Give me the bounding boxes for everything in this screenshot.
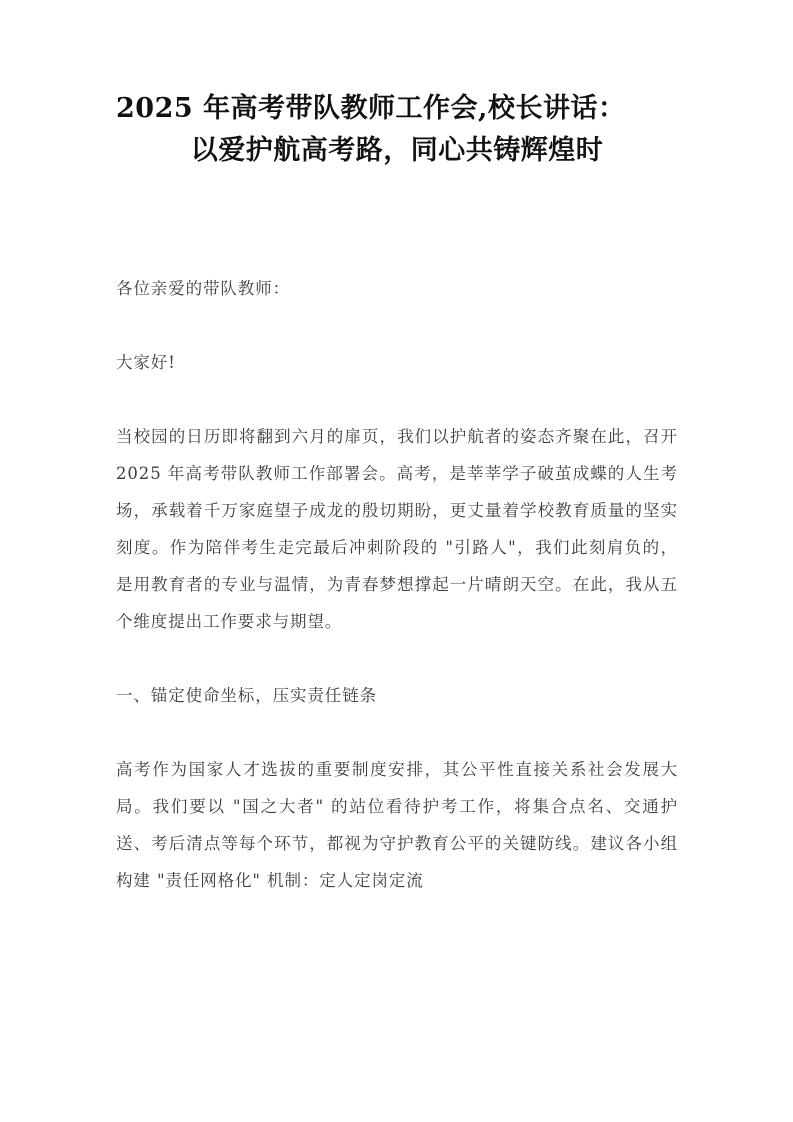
document-content bbox=[116, 0, 678, 916]
page-title bbox=[116, 0, 678, 172]
page-title-line-2: 以爱护航高考路，同心共铸辉煌时 bbox=[190, 135, 604, 166]
salutation: 各位亲爱的带队教师： bbox=[116, 279, 290, 298]
greeting: 大家好! bbox=[116, 353, 176, 372]
section-1-paragraph: 高考作为国家人才选拔的重要制度安排，其公平性直接关系社会发展大局。我们要以 "国之大者" 的站位看待护考工作，将集合点名、交通护送、考后清点等每个环节，都视为守护教育公平的关键防线。建议各小组构建 "责任网格化" 机制：定人定岗定流 bbox=[116, 760, 678, 890]
section-heading-1: 一、锚定使命坐标，压实责任链条 bbox=[116, 686, 377, 705]
page-title-line-1: 2025 年高考带队教师工作会,校长讲话： bbox=[116, 93, 626, 124]
intro-paragraph: 当校园的日历即将翻到六月的扉页，我们以护航者的姿态齐聚在此，召开 2025 年高考带队教师工作部署会。高考，是莘莘学子破茧成蝶的人生考场，承载着千万家庭望子成龙的殷切期盼，更丈量着学校教育质量的坚实刻度。作为陪伴考生走完最后冲刺阶段的 "引路人"，我们此刻肩负的，是用教育者的专业与温情，为青春梦想撑起一片晴朗天空。在此，我从五个维度提出工作要求与期望。 bbox=[116, 427, 678, 631]
